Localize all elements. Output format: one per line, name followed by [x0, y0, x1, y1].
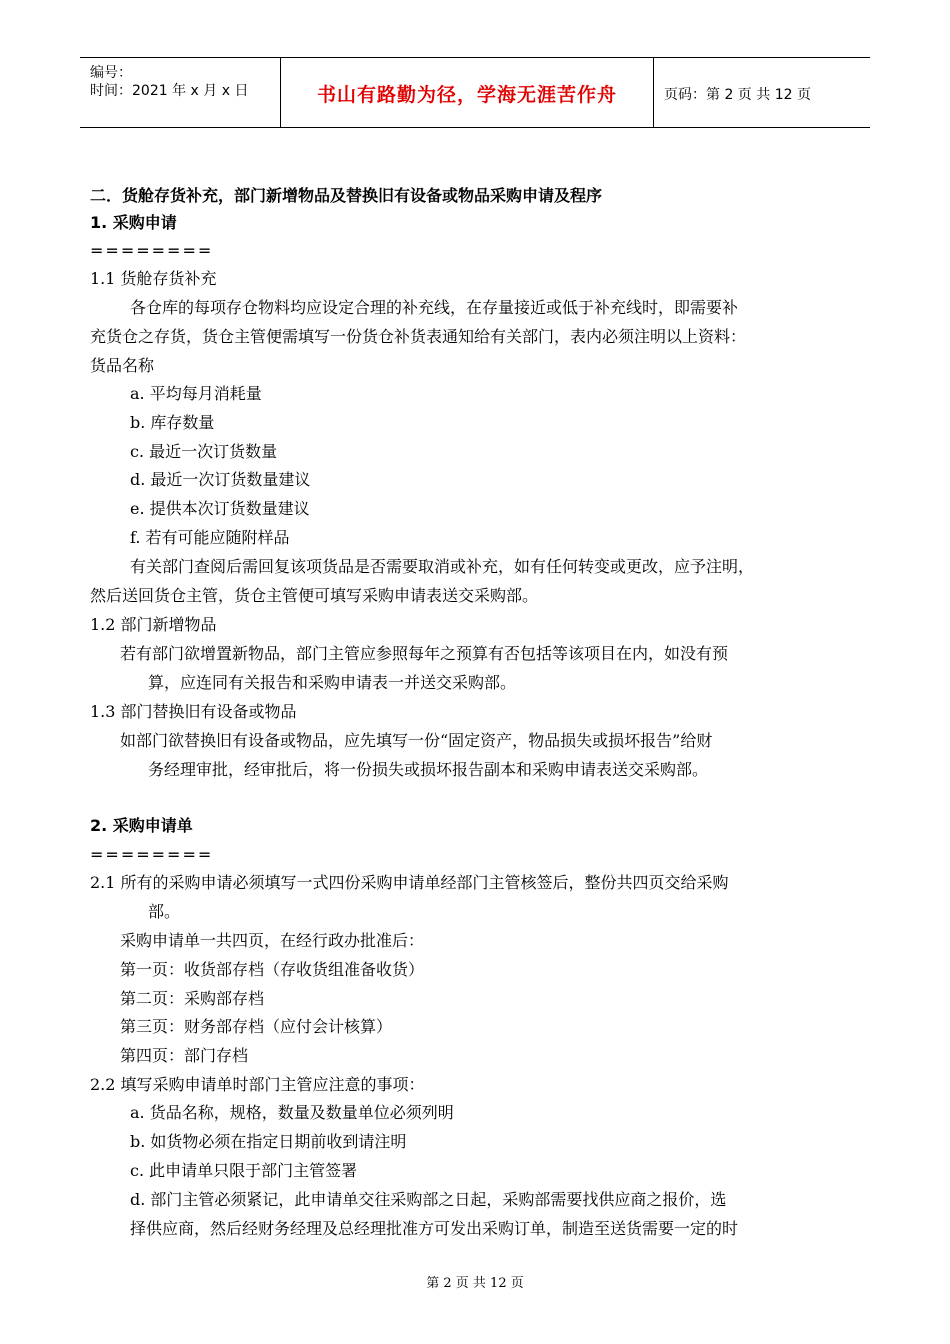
heading-rule: ======== [90, 241, 214, 260]
paragraph-line: 择供应商，然后经财务经理及总经理批准方可发出采购订单，制造至送货需要一定的时 [130, 1219, 739, 1238]
list-item: d. 部门主管必须紧记，此申请单交往采购部之日起，采购部需要找供应商之报价，选 [130, 1190, 727, 1209]
number-label: 编号： [90, 65, 132, 81]
paragraph-line: 算，应连同有关报告和采购申请表一并送交采购部。 [148, 673, 517, 692]
heading-1: 1. 采购申请 [90, 213, 177, 232]
heading-2: 2. 采购申请单 [90, 816, 193, 835]
subsection-1-2-title: 1.2 部门新增物品 [90, 615, 217, 634]
heading-rule: ======== [90, 845, 214, 864]
subsection-2-2-title: 2.2 填写采购申请单时部门主管应注意的事项： [90, 1075, 425, 1094]
page-label: 页码：第 2 页 共 12 页 [664, 87, 811, 103]
list-item: f. 若有可能应随附样品 [130, 528, 290, 547]
list-item: 第二页：采购部存档 [120, 989, 265, 1008]
list-item: b. 如货物必须在指定日期前收到请注明 [130, 1132, 407, 1151]
list-item: e. 提供本次订货数量建议 [130, 499, 310, 518]
time-label: 时间：2021 年 x 月 x 日 [90, 83, 249, 99]
list-item: d. 最近一次订货数量建议 [130, 470, 311, 489]
paragraph-line: 货品名称 [90, 356, 155, 375]
paragraph-line: 然后送回货仓主管，货仓主管便可填写采购申请表送交采购部。 [90, 586, 539, 605]
subsection-1-3-title: 1.3 部门替换旧有设备或物品 [90, 702, 297, 721]
list-item: c. 最近一次订货数量 [130, 442, 278, 461]
header-page-cell [654, 58, 870, 127]
subsection-1-1-title: 1.1 货舱存货补充 [90, 269, 217, 288]
list-item: 第三页：财务部存档（应付会计核算） [120, 1017, 393, 1036]
page-footer: 第 2 页 共 12 页 [426, 1276, 524, 1291]
list-item: a. 平均每月消耗量 [130, 384, 262, 403]
paragraph-line: 部。 [148, 902, 181, 921]
list-item: 第一页：收货部存档（存收货组准备收货） [120, 960, 425, 979]
paragraph-line: 如部门欲替换旧有设备或物品，应先填写一份“固定资产，物品损失或损坏报告”给财 [120, 731, 713, 750]
document-header [80, 57, 870, 128]
list-item: 第四页：部门存档 [120, 1046, 249, 1065]
paragraph-line: 采购申请单一共四页，在经行政办批准后： [120, 931, 425, 950]
paragraph-line: 务经理审批，经审批后，将一份损失或损坏报告副本和采购申请表送交采购部。 [148, 760, 709, 779]
motto: 书山有路勤为径，学海无涯苦作舟 [316, 84, 617, 106]
paragraph-line: 充货仓之存货，货仓主管便需填写一份货仓补货表通知给有关部门，表内必须注明以上资料： [90, 327, 747, 346]
header-motto-cell [281, 58, 654, 127]
list-item: b. 库存数量 [130, 413, 215, 432]
paragraph-line: 2.1 所有的采购申请必须填写一式四份采购申请单经部门主管核签后，整份共四页交给采购 [90, 873, 729, 892]
list-item: a. 货品名称，规格，数量及数量单位必须列明 [130, 1103, 454, 1122]
paragraph-line: 有关部门查阅后需回复该项货品是否需要取消或补充，如有任何转变或更改，应予注明， [130, 557, 755, 576]
paragraph-line: 各仓库的每项存仓物料均应设定合理的补充线，在存量接近或低于补充线时，即需要补 [130, 298, 739, 317]
header-meta-cell [80, 58, 281, 127]
list-item: c. 此申请单只限于部门主管签署 [130, 1161, 358, 1180]
section-title: 二．货舱存货补充，部门新增物品及替换旧有设备或物品采购申请及程序 [90, 186, 603, 205]
paragraph-line: 若有部门欲增置新物品，部门主管应参照每年之预算有否包括等该项目在内，如没有预 [120, 644, 729, 663]
